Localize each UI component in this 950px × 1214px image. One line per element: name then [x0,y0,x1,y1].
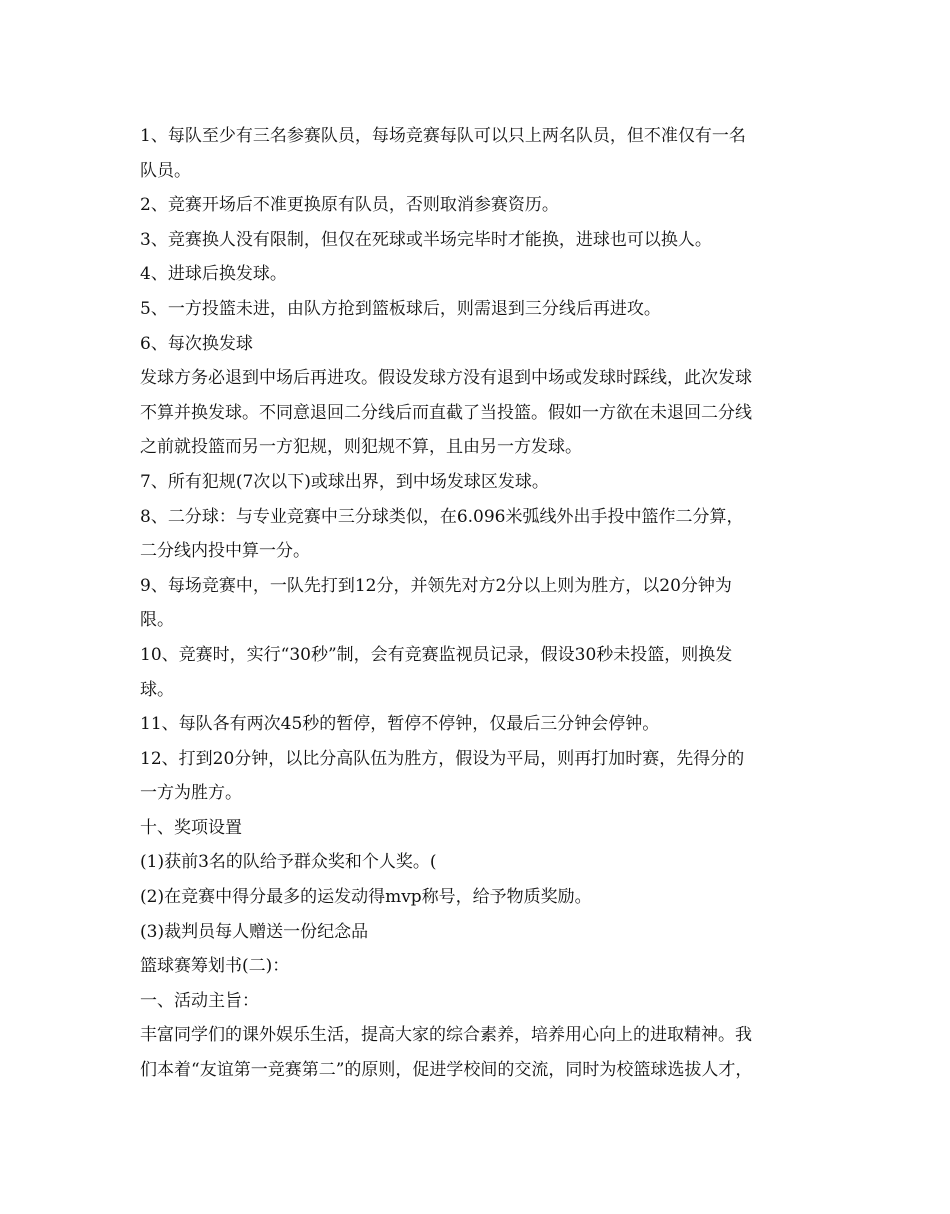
section-heading: 十、奖项设置 [140,817,242,838]
text-line: (3)裁判员每人赠送一份纪念品 [140,921,369,942]
text-line: 11、每队各有两次45秒的暂停，暂停不停钟，仅最后三分钟会停钟。 [140,714,660,735]
text-line: 2、竞赛开场后不准更换原有队员，否则取消参赛资历。 [140,195,559,216]
document-title: 篮球赛筹划书(二)： [140,956,290,977]
text-line: 队员。 [140,160,191,181]
text-line: 不算并换发球。不同意退回二分线后而直截了当投篮。假如一方欲在未退回二分线 [140,402,752,423]
text-line: 5、一方投篮未进，由队方抢到篮板球后，则需退到三分线后再进攻。 [140,298,661,319]
text-line: 4、进球后换发球。 [140,264,287,285]
text-line: (2)在竞赛中得分最多的运发动得mvp称号，给予物质奖励。 [140,887,592,908]
text-line: 10、竞赛时，实行“30秒”制，会有竞赛监视员记录，假设30秒未投篮，则换发 [140,644,733,665]
text-line: 限。 [140,610,174,631]
text-line: (1)获前3名的队给予群众奖和个人奖。( [140,852,437,873]
text-line: 球。 [140,679,174,700]
text-line: 二分线内投中算一分。 [140,541,310,562]
text-line: 12、打到20分钟，以比分高队伍为胜方，假设为平局，则再打加时赛，先得分的 [140,748,745,769]
text-line: 3、竞赛换人没有限制，但仅在死球或半场完毕时才能换，进球也可以换人。 [140,229,712,250]
text-line: 6、每次换发球 [140,333,253,354]
text-line: 1、每队至少有三名参赛队员，每场竞赛每队可以只上两名队员，但不准仅有一名 [140,126,746,146]
text-line: 9、每场竞赛中，一队先打到12分，并领先对方2分以上则为胜方，以20分钟为 [140,575,732,596]
text-line: 8、二分球：与专业竞赛中三分球类似，在6.096米弧线外出手投中篮作二分算， [140,506,744,527]
section-heading: 一、活动主旨： [140,990,259,1011]
text-line: 发球方务必退到中场后再进攻。假设发球方没有退到中场或发球时踩线，此次发球 [140,368,752,389]
text-line: 7、所有犯规(7次以下)或球出界，到中场发球区发球。 [140,471,549,492]
document-body [140,119,820,1088]
text-line: 丰富同学们的课外娱乐生活，提高大家的综合素养，培养用心向上的进取精神。我 [140,1025,752,1046]
text-line: 们本着“友谊第一竞赛第二”的原则，促进学校间的交流，同时为校篮球选拔人才， [140,1060,753,1081]
text-line: 之前就投篮而另一方犯规，则犯规不算，且由另一方发球。 [140,437,582,458]
text-line: 一方为胜方。 [140,783,242,804]
